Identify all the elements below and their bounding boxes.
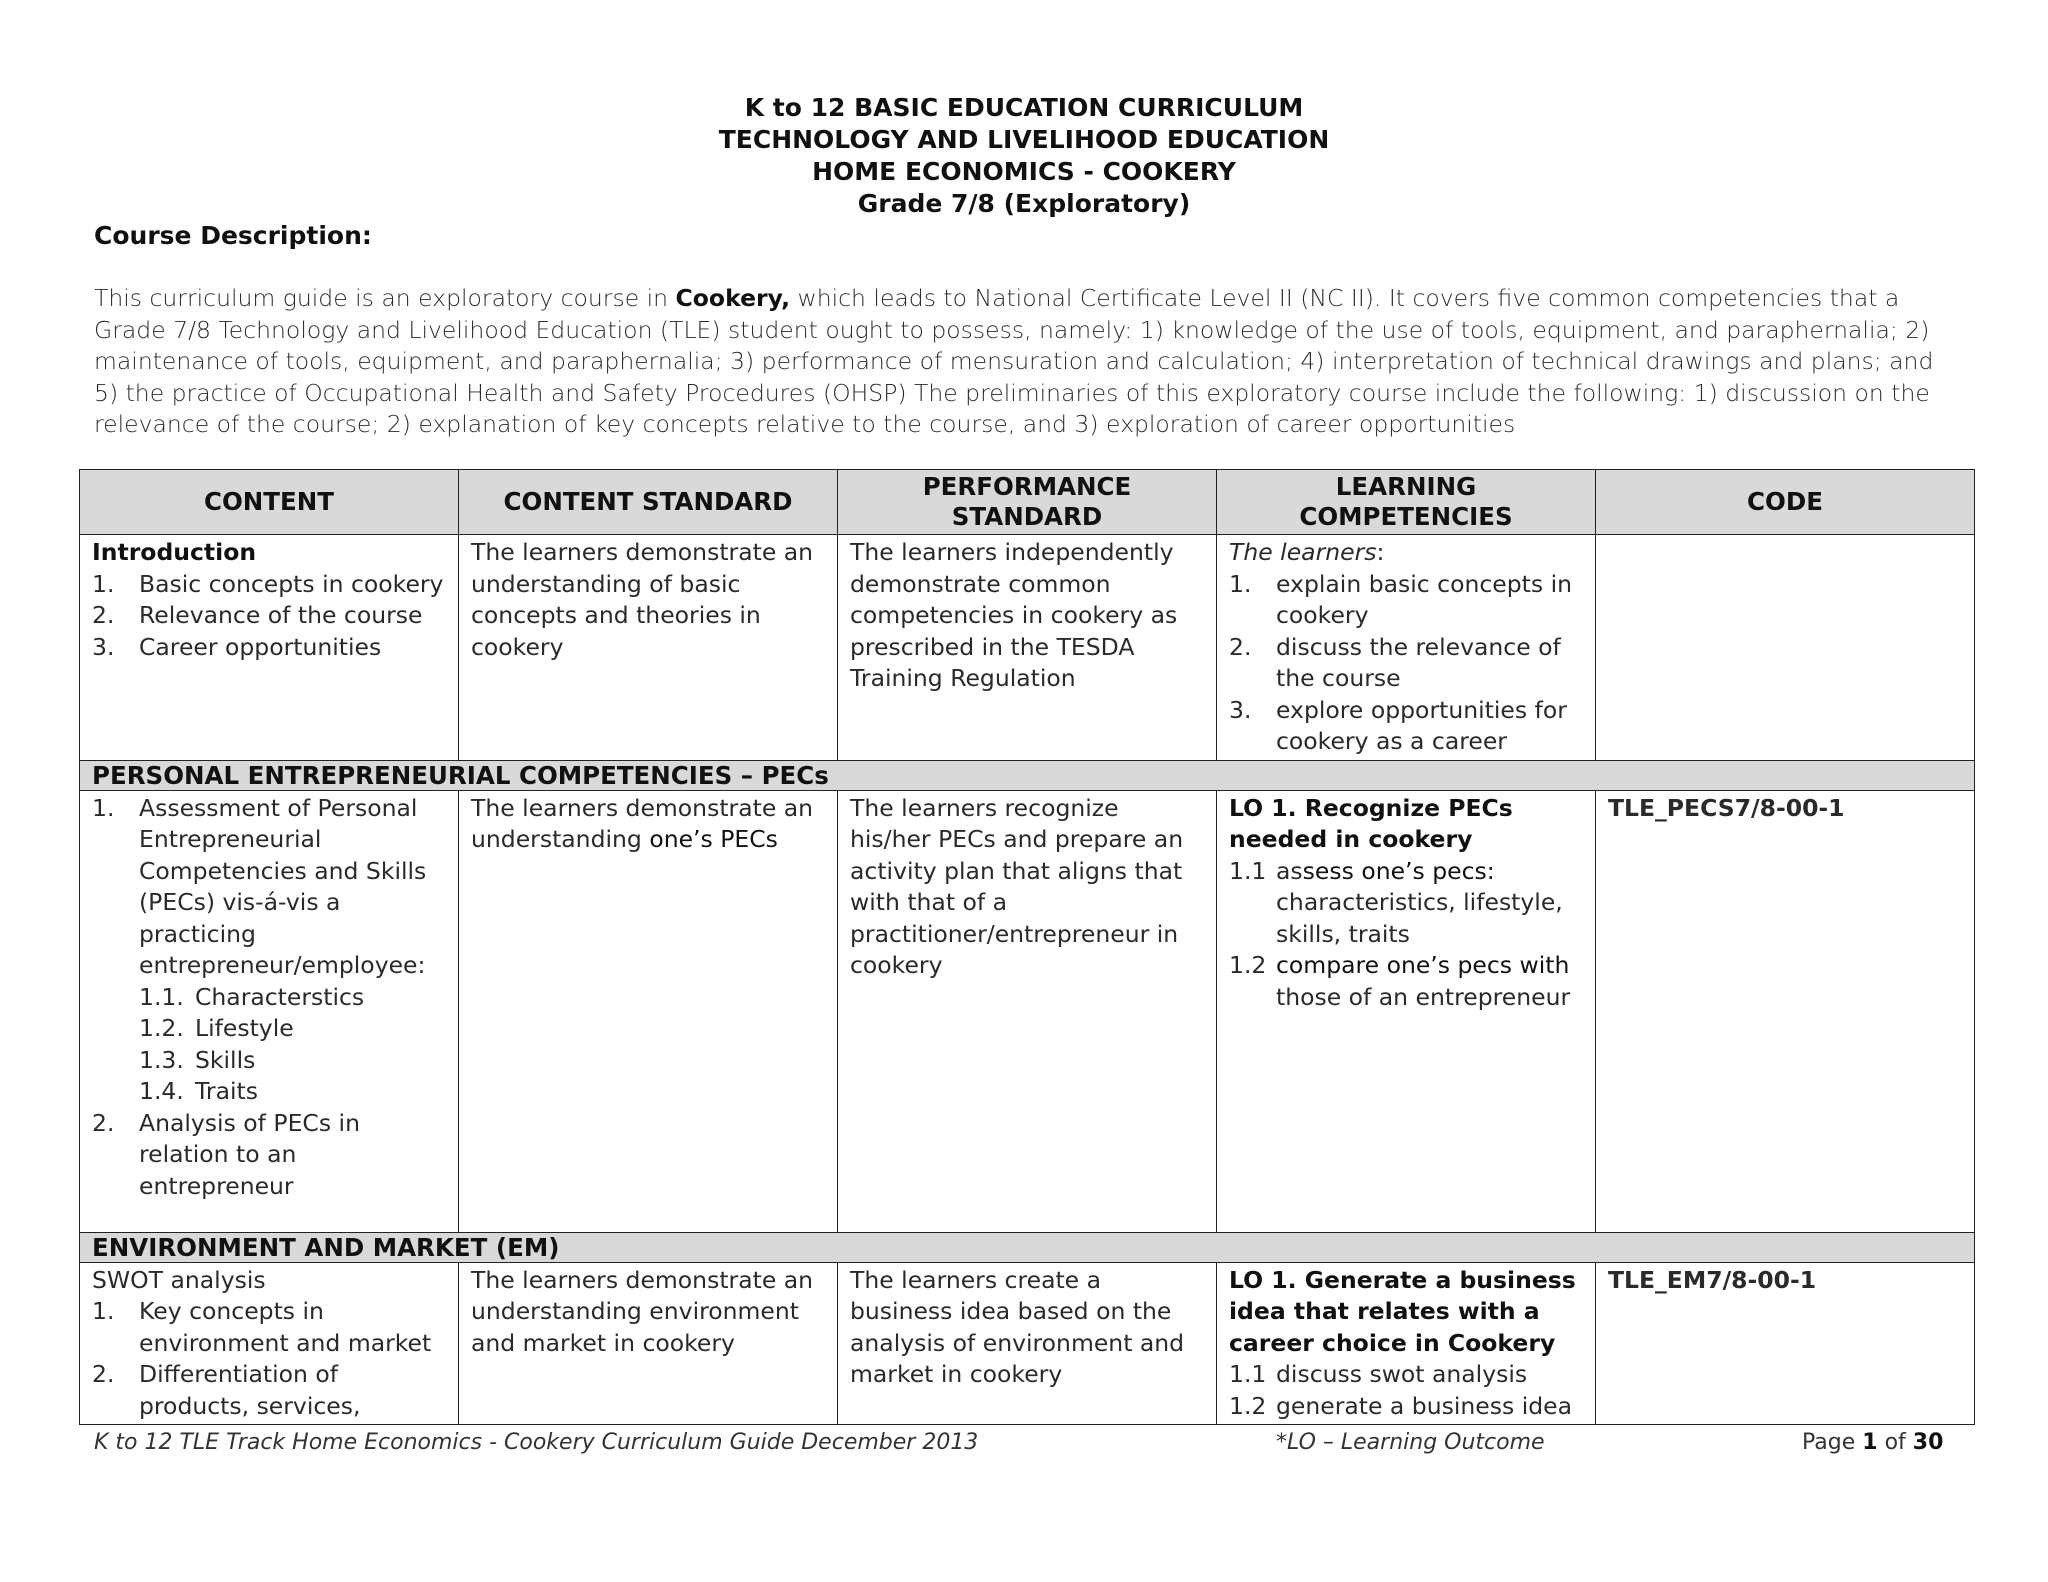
list-item: 2. discuss the relevance of the course bbox=[1229, 632, 1561, 692]
column-header: LEARNING COMPETENCIES bbox=[1217, 470, 1596, 535]
table-row bbox=[80, 535, 1975, 761]
title-line: Grade 7/8 (Exploratory) bbox=[857, 189, 1191, 218]
title-line: TECHNOLOGY AND LIVELIHOOD EDUCATION bbox=[718, 125, 1330, 154]
list-item: 1.2 generate a business idea bbox=[1229, 1391, 1572, 1420]
list-item: 1.1. Characterstics bbox=[139, 982, 365, 1011]
column-header: CONTENT bbox=[80, 470, 459, 535]
competencies-cell bbox=[1217, 535, 1596, 761]
page-number: Page 1 of 30 bbox=[1802, 1430, 1944, 1455]
sub-list bbox=[139, 982, 446, 1108]
footer-note: *LO – Learning Outcome bbox=[1276, 1430, 1545, 1455]
list-item: 1. Assessment of Personal Entrepreneurial Competencies and Skills (PECs) vis-á-vis a practicing entrepreneur/employee: 1.1. Characterstics 1.2. Lifestyle 1.3. Skills 1.4. Traits bbox=[92, 793, 446, 1108]
table-row bbox=[80, 790, 1975, 1232]
list-item: 3. Career opportunities bbox=[92, 632, 382, 661]
performance-standard-cell: The learners recognize his/her PECs and prepare an activity plan that aligns that with that of a practitioner/entrepreneur in cookery bbox=[838, 790, 1217, 1232]
list-item: 3. explore opportunities for cookery as a career bbox=[1229, 695, 1567, 755]
list-item: 2. Relevance of the course bbox=[92, 601, 423, 629]
list-item: 1. explain basic concepts in cookery bbox=[1229, 569, 1573, 629]
course-description-label: Course Description: bbox=[94, 221, 372, 250]
list-item: 1.4. Traits bbox=[139, 1077, 258, 1105]
column-header: CONTENT STANDARD bbox=[459, 470, 838, 535]
performance-standard-cell: The learners independently demonstrate common competencies in cookery as prescribed in the TESDA Training Regulation bbox=[838, 535, 1217, 761]
code-cell: TLE_EM7/8-00-1 bbox=[1596, 1262, 1975, 1425]
title-line: HOME ECONOMICS - COOKERY bbox=[812, 157, 1236, 186]
list-item: 1. Basic concepts in cookery bbox=[92, 569, 444, 598]
content-title: Introduction bbox=[92, 538, 257, 566]
list-item: 1. Key concepts in environment and market bbox=[92, 1297, 432, 1357]
list-item: 1.2 compare one’s pecs with those of an entrepreneur bbox=[1229, 951, 1571, 1011]
content-cell bbox=[80, 1262, 459, 1425]
course-description-text bbox=[94, 283, 1964, 441]
section-title: PERSONAL ENTREPRENEURIAL COMPETENCIES – PECs bbox=[80, 760, 1975, 790]
content-list bbox=[92, 1296, 446, 1422]
list-item: 1.1 discuss swot analysis bbox=[1229, 1360, 1528, 1388]
table-row bbox=[80, 1262, 1975, 1425]
curriculum-table bbox=[79, 469, 1975, 1425]
competencies-list bbox=[1229, 569, 1583, 758]
content-standard-cell: The learners demonstrate an understanding of basic concepts and theories in cookery bbox=[459, 535, 838, 761]
description-part: This curriculum guide is an exploratory course in bbox=[94, 284, 676, 312]
performance-standard-cell: The learners create a business idea based on the analysis of environment and market in cookery bbox=[838, 1262, 1217, 1425]
description-bold: Cookery, bbox=[675, 284, 791, 312]
learning-outcome-title: LO 1. Recognize PECs needed in cookery bbox=[1229, 793, 1513, 853]
document-title bbox=[0, 92, 2048, 220]
competencies-cell bbox=[1217, 790, 1596, 1232]
table-header-row bbox=[80, 470, 1975, 535]
content-list bbox=[92, 793, 446, 1203]
list-item: 2. Differentiation of products, services, bbox=[92, 1360, 361, 1420]
list-item: 1.1 assess one’s pecs: characteristics, lifestyle, skills, traits bbox=[1229, 856, 1563, 948]
list-item: 2. Analysis of PECs in relation to an entrepreneur bbox=[92, 1108, 360, 1200]
list-item: 1.2. Lifestyle bbox=[139, 1014, 294, 1042]
competencies-cell bbox=[1217, 1262, 1596, 1425]
list-item: 1.3. Skills bbox=[139, 1045, 256, 1074]
column-header: PERFORMANCE STANDARD bbox=[838, 470, 1217, 535]
content-standard-cell: The learners demonstrate an understanding one’s PECs bbox=[459, 790, 838, 1232]
column-header: CODE bbox=[1596, 470, 1975, 535]
title-line: K to 12 BASIC EDUCATION CURRICULUM bbox=[744, 93, 1304, 122]
content-cell bbox=[80, 790, 459, 1232]
section-header-row bbox=[80, 760, 1975, 790]
code-cell: TLE_PECS7/8-00-1 bbox=[1596, 790, 1975, 1232]
content-list bbox=[92, 569, 446, 664]
learning-outcome-title: LO 1. Generate a business idea that relates with a career choice in Cookery bbox=[1229, 1265, 1576, 1357]
description-part: which leads to National Certificate Level II (NC II). It covers five common competencies that a Grade 7/8 Technology and Livelihood Education (TLE) student ought to possess, namely: 1) knowledge of the use of tools, equipment, and paraphernalia; 2) maintenance of tools, equipment, and paraphernalia; 3) performance of mensuration and calculation; 4) interpretation of technical drawings and plans; and 5) the practice of Occupational Health and Safety Procedures (OHSP) The preliminaries of this exploratory course include the following: 1) discussion on the relevance of the course; 2) explanation of key concepts relative to the course, and 3) exploration of career opportunities bbox=[94, 284, 1934, 438]
content-standard-cell: The learners demonstrate an understanding environment and market in cookery bbox=[459, 1262, 838, 1425]
competencies-lead: The learners: bbox=[1229, 538, 1385, 566]
footer-document-name: K to 12 TLE Track Home Economics - Cookery Curriculum Guide December 2013 bbox=[94, 1430, 979, 1455]
section-title: ENVIRONMENT AND MARKET (EM) bbox=[80, 1232, 1975, 1262]
section-header-row bbox=[80, 1232, 1975, 1262]
content-title: SWOT analysis bbox=[92, 1265, 266, 1294]
content-cell bbox=[80, 535, 459, 761]
code-cell bbox=[1596, 535, 1975, 761]
